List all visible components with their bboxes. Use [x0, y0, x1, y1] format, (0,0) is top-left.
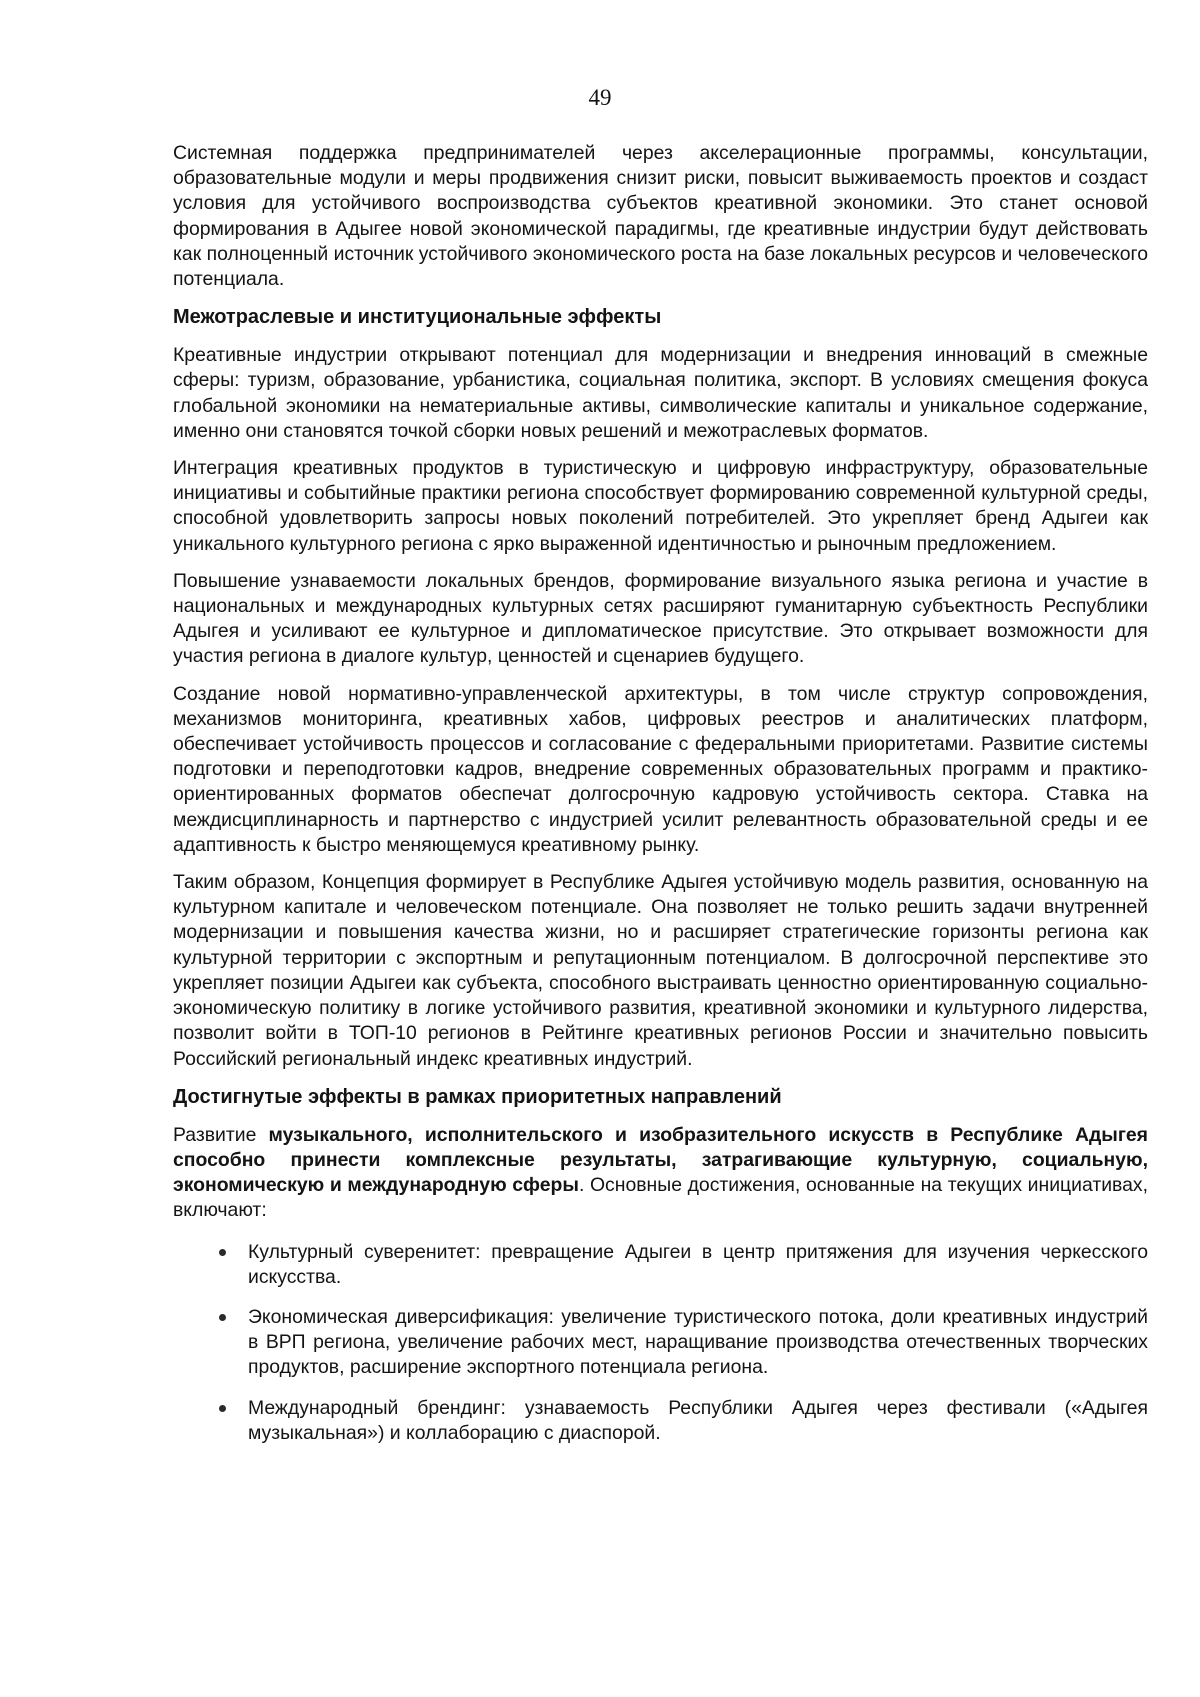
page-number: 49 — [588, 85, 612, 110]
intro-paragraph: Системная поддержка предпринимателей через акселерационные программы, консультации, образовательные модули и меры продвижения снизит риски, повысит выживаемость проектов и создаст условия для устойчивого воспроизводства субъектов креативной экономики. Это станет основой формирования в Адыгее новой экономической парадигмы, где креативные индустрии будут действовать как полноценный источник устойчивого экономического роста на базе локальных ресурсов и человеческого потенциала. — [173, 142, 1148, 291]
section-intro-paragraph — [173, 1123, 1148, 1224]
intro-lead-text: Развитие — [173, 1123, 269, 1146]
list-item-text: Экономическая диверсификация: увеличение туристического потока, доли креативных индустрий в ВРП региона, увеличение рабочих мест, наращивание производства отечественных творческих продуктов, расширение экспортного потенциала региона. — [248, 1305, 1148, 1379]
intro-bold-text: музыкального, исполнительского и изобразительного искусств в Республике Адыгея способно принести комплексные результаты, затрагивающие культурную, социальную, экономическую и международную сферы — [173, 1123, 1148, 1197]
page-content — [173, 141, 1148, 1461]
list-item — [173, 1396, 1148, 1446]
paragraph: Повышение узнаваемости локальных брендов, формирование визуального языка региона и участие в национальных и международных культурных сетях расширяют гуманитарную субъектность Республики Адыгея и усиливают ее культурное и дипломатическое присутствие. Это открывает возможности для участия региона в диалоге культур, ценностей и сценариев будущего. — [173, 569, 1148, 668]
section-heading-intersectoral: Межотраслевые и институциональные эффекты — [173, 306, 662, 329]
section-heading-achieved-effects: Достигнутые эффекты в рамках приоритетных направлений — [173, 1085, 782, 1108]
bullet-icon — [219, 1249, 226, 1256]
list-item — [173, 1305, 1148, 1381]
paragraph: Интеграция креативных продуктов в туристическую и цифровую инфраструктуру, образовательные инициативы и событийные практики региона способствует формированию современной культурной среды, способной удовлетворить запросы новых поколений потребителей. Это укрепляет бренд Адыгеи как уникального культурного региона с ярко выраженной идентичностью и рыночным предложением. — [173, 457, 1148, 555]
paragraph: Создание новой нормативно-управленческой архитектуры, в том числе структур сопровождения, механизмов мониторинга, креативных хабов, цифровых реестров и аналитических платформ, обеспечивает устойчивость процессов и согласование с федеральными приоритетами. Развитие системы подготовки и переподготовки кадров, внедрение современных образовательных программ и практико-ориентированных форматов обеспечат долгосрочную кадровую устойчивость сектора. Ставка на междисциплинарность и партнерство с индустрией усилит релевантность образовательной среды и ее адаптивность к быстро меняющемуся креативному рынку. — [173, 682, 1148, 856]
list-item-text: Культурный суверенитет: превращение Адыгеи в центр притяжения для изучения черкесского искусства. — [248, 1240, 1148, 1288]
paragraph: Креативные индустрии открывают потенциал для модернизации и внедрения инноваций в смежные сферы: туризм, образование, урбанистика, социальная политика, экспорт. В условиях смещения фокуса глобальной экономики на нематериальные активы, символические капиталы и уникальное содержание, именно они становятся точкой сборки новых решений и межотраслевых форматов. — [173, 344, 1148, 442]
bullet-icon — [219, 1314, 226, 1321]
list-item — [173, 1240, 1148, 1290]
paragraph: Таким образом, Концепция формирует в Республике Адыгея устойчивую модель развития, основанную на культурном капитале и человеческом потенциале. Она позволяет не только решить задачи внутренней модернизации и повышения качества жизни, но и расширяет стратегические горизонты региона как культурной территории с экспортным и репутационным потенциалом. В долгосрочной перспективе это укрепляет позиции Адыгеи как субъекта, способного выстраивать ценностно ориентированную социально-экономическую политику в логике устойчивого развития, креативной экономики и культурного лидерства, позволит войти в ТОП-10 регионов в Рейтинге креативных регионов России и значительно повысить Российский региональный индекс креативных индустрий. — [173, 871, 1148, 1070]
bullet-icon — [219, 1405, 226, 1412]
intro-tail-text: . Основные достижения, основанные на текущих инициативах, включают: — [173, 1174, 1148, 1222]
effects-list — [173, 1240, 1148, 1446]
list-item-text: Международный брендинг: узнаваемость Республики Адыгея через фестивали («Адыгея музыкальная») и коллаборацию с диаспорой. — [248, 1396, 1148, 1444]
